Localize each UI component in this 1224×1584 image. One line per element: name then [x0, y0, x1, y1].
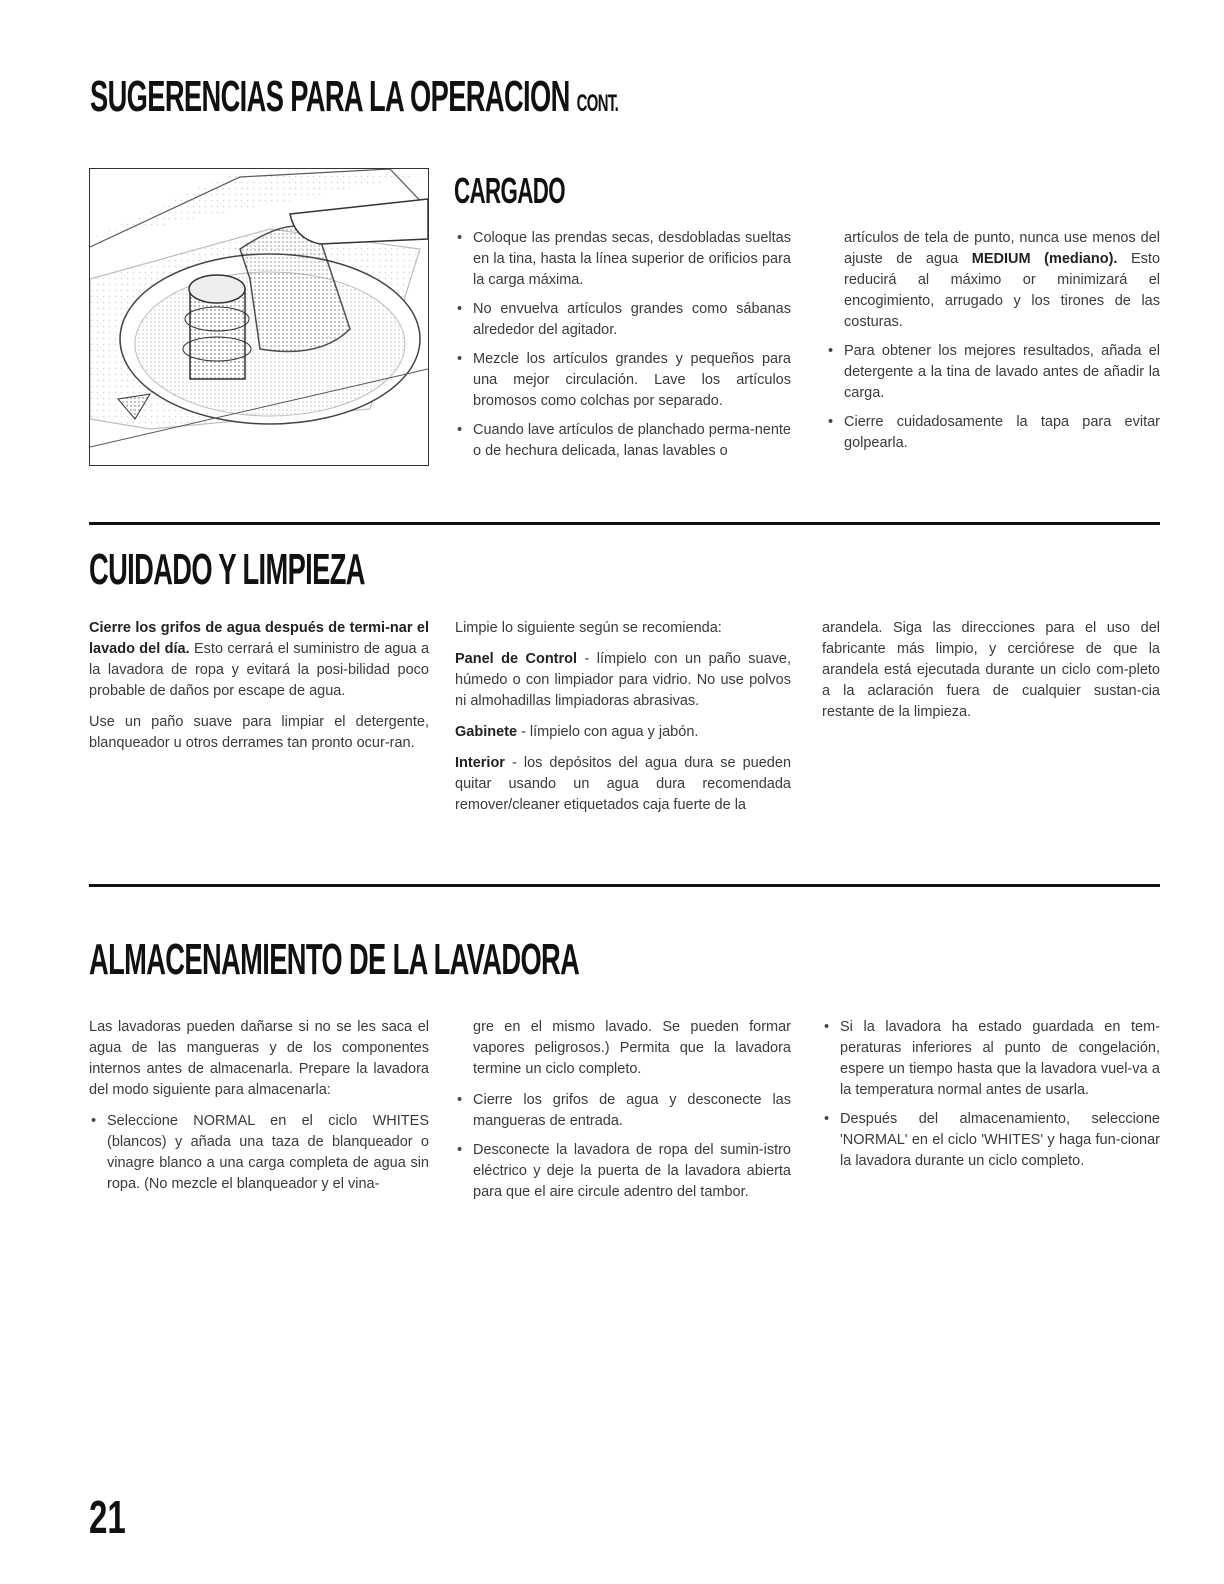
section-divider [89, 884, 1160, 887]
cargado-column-1 [455, 228, 791, 470]
gabinete-text: - límpielo con agua y jabón. [521, 724, 699, 740]
cuidado-paragraph-2: Use un paño suave para limpiar el detergente, blanqueador u otros derrames tan pronto ocur-ran. [89, 714, 429, 751]
cuidado-continued-text: arandela. Siga las direcciones para el uso del fabricante más limpio, y cerciórese de que la arandela está ejecutada durante un ciclo com-pleto a la aclaración fuera de cualquier sustan-cia restante de la limpieza. [822, 620, 1160, 720]
panel-control-text: - límpielo con un paño suave, húmedo o con limpiador para vidrio. No use polvos ni almohadillas limpiadoras abrasivas. [455, 651, 792, 709]
gabinete-label: Gabinete [455, 724, 518, 740]
section-heading-almacenamiento: ALMACENAMIENTO DE LA LAVADORA [89, 935, 580, 984]
list-item: • Si la lavadora ha estado guardada en tem-peraturas inferiores al punto de congelación, espere un tiempo hasta que la lavadora vuel-va a la temperatura normal antes de usarla. [822, 1017, 1160, 1101]
washer-loading-icon [90, 169, 428, 465]
list-item: • Seleccione NORMAL en el ciclo WHITES (blancos) y añada una taza de blanqueador o vinagre blanco a una carga completa de agua sin ropa. (No mezcle el blanqueador y el vina- [89, 1111, 429, 1195]
section-heading-cargado: CARGADO [454, 170, 565, 211]
almacenamiento-column-3 [822, 1017, 1160, 1180]
washer-loading-illustration [89, 168, 429, 466]
page-title [90, 72, 618, 122]
gabinete-paragraph [455, 722, 791, 743]
interior-label: Interior [455, 755, 505, 771]
cargado-continued-text [826, 228, 1160, 333]
list-item: • Cierre los grifos de agua y desconecte las mangueras de entrada. [455, 1090, 791, 1132]
cargado-cont-before: artículos de tela de punto, nunca use menos del ajuste de agua [844, 230, 1160, 267]
cuidado-column-1 [89, 618, 429, 764]
section-divider [89, 522, 1160, 525]
interior-text: - los depósitos del agua dura se pueden quitar usando un agua dura recomendada remover/cleaner etiquetados caja fuerte de la [455, 755, 792, 813]
panel-control-label: Panel de Control [455, 651, 578, 667]
medium-setting-label: MEDIUM (mediano). [971, 251, 1118, 267]
almacenamiento-column-1 [89, 1017, 429, 1203]
cuidado-column-2 [455, 618, 791, 826]
list-item: • No envuelva artículos grandes como sábanas alrededor del agitador. [455, 299, 791, 341]
section-heading-cuidado: CUIDADO Y LIMPIEZA [89, 545, 365, 594]
almacenamiento-bullet-list-1 [89, 1111, 429, 1195]
close-taps-instruction: Cierre los grifos de agua después de termi-nar el lavado del día. [89, 620, 429, 657]
list-item: • Mezcle los artículos grandes y pequeños para una mejor circulación. Lave los artículos bromosos como colchas por separado. [455, 349, 791, 412]
almacenamiento-bullet-list-2 [455, 1090, 791, 1203]
page-title-suffix: CONT. [576, 90, 619, 117]
cargado-cont-after: Esto reducirá al máximo or minimizará el encogimiento, arrugado y los tirones de las costuras. [844, 251, 1161, 330]
almacenamiento-bullet-list-3 [822, 1017, 1160, 1172]
list-item: • Cierre cuidadosamente la tapa para evitar golpearla. [826, 412, 1160, 454]
almacenamiento-column-2 [455, 1017, 791, 1211]
cargado-bullet-list-2 [826, 341, 1160, 454]
panel-control-paragraph [455, 649, 791, 712]
cuidado-paragraph-1 [89, 618, 429, 702]
list-item: • Para obtener los mejores resultados, añada el detergente a la tina de lavado antes de añadir la carga. [826, 341, 1160, 404]
list-item: • Desconecte la lavadora de ropa del sumin-istro eléctrico y deje la puerta de la lavadora abierta para que el aire circule adentro del tambor. [455, 1140, 791, 1203]
page-title-main: SUGERENCIAS PARA LA OPERACION [90, 72, 570, 121]
cuidado-column-3 [822, 618, 1160, 733]
close-taps-detail: Esto cerrará el suministro de agua a la lavadora de ropa y evitará la posi-bilidad poco probable de daños por escape de agua. [89, 641, 430, 699]
list-item: • Coloque las prendas secas, desdobladas sueltas en la tina, hasta la línea superior de orificios para la carga máxima. [455, 228, 791, 291]
almacenamiento-intro: Las lavadoras pueden dañarse si no se les saca el agua de las mangueras y de los componentes internos antes de almacenarla. Prepare la lavadora del modo siguiente para almacenarla: [89, 1019, 429, 1098]
list-item: • Cuando lave artículos de planchado perma-nente o de hechura delicada, lanas lavables o [455, 420, 791, 462]
almacenamiento-continued-text: gre en el mismo lavado. Se pueden formar vapores peligrosos.) Permita que la lavadora termine un ciclo completo. [473, 1019, 791, 1077]
cargado-column-2 [826, 228, 1160, 462]
interior-paragraph [455, 753, 791, 816]
cuidado-intro: Limpie lo siguiente según se recomienda: [455, 620, 722, 636]
cargado-bullet-list [455, 228, 791, 462]
page-number: 21 [89, 1491, 126, 1543]
list-item: • Después del almacenamiento, seleccione 'NORMAL' en el ciclo 'WHITES' y haga fun-cionar la lavadora durante un ciclo completo. [822, 1109, 1160, 1172]
